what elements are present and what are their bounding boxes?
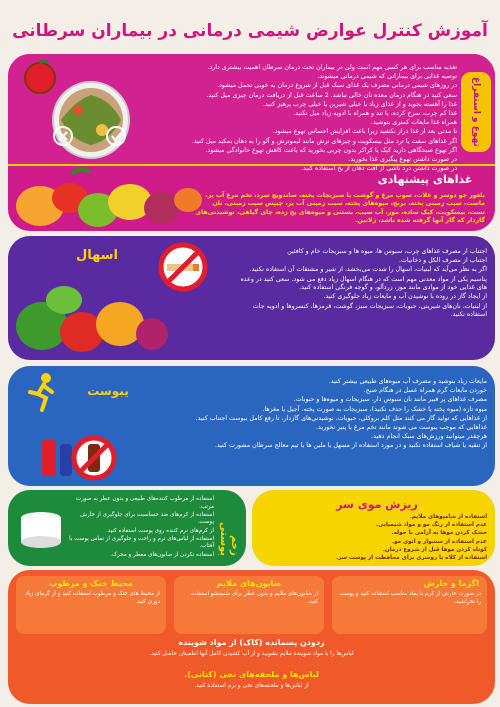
nausea-line: تا مدتی بعد از غذا دراز نکشید زیرا باعث افزایش احساس تهوع میشود. (272, 128, 457, 136)
nausea-line: در روزهای شیمی درمانی مصرف یک غذای سبک قبل از شروع درمان به خوبی تحمل میشود. (217, 82, 457, 90)
skin-line: استفاده از کرم‌های ضد حساسیت برای جلوگیری از خارش پوست. (80, 511, 214, 526)
hair-tab-label: ریزش موی سر (336, 497, 418, 511)
skin-line: استفاده نکردن از صابون‌های معطر و محرک. (110, 551, 214, 558)
diarrhea-line: اگر به نظر می‌آید که لبنیات، اسهال را شدت می‌بخشد، از شیر و مشتقات آن استفاده نکنید. (249, 266, 487, 274)
foods-tab-label: غذاهای پیشنهادی (377, 172, 473, 186)
nausea-line: توصیه غذایی برای بیمارانی که شیمی درمانی میشوند. (317, 73, 457, 81)
hair-line: استفاده از کلاه یا روسری برای محافظت از پوست سر. (336, 554, 487, 561)
nausea-panel (8, 54, 495, 231)
nausea-tab-label: تهوع و استفراغ (471, 77, 481, 147)
nausea-line: تغذیه مناسب برای هر کسی مهم است ولی در بیماران تحت درمان سرطان اهمیت بیشتری دارد. (207, 64, 457, 71)
diarrhea-tab-label: اسهال (76, 247, 118, 263)
constipation-line: خوردن مایعات گرم همراه عسل در هنگام صبح. (363, 387, 487, 395)
soap-box-text: از صابون‌های ملایم و بدون عطر برای شستشو استفاده کنید. (191, 591, 318, 605)
nausea-text (147, 64, 457, 174)
foods-text (195, 192, 485, 226)
clothes-text: از لباس‌ها و ملحفه‌های نخی و نرم استفاده کنید. (194, 683, 309, 689)
nausea-line: سعی کنید در هنگام درمان معده تان خالی نباشد. 2 ساعت قبل از دریافت درمان چیزی میل کنید. (206, 91, 457, 99)
nausea-line: اگر تهوع صبحگاهی دارید کیک یا کراکر بدون چربی بخورید که باعث کاهش تهوع خانوادگی میشود. (205, 146, 457, 154)
clothes-title: لباس‌ها و ملحفه‌های نخی (کتانی). (184, 670, 319, 679)
cream-jar-icon (16, 504, 66, 552)
soap-box (174, 576, 324, 634)
eczema-box-text: در صورت خارش از کرم یا پماد مناسب استفاده کنید و پوست را نخراشید. (339, 591, 481, 605)
diarrhea-line: پتاسیم یکی از مواد معدنی مهم است که در هنگام اسهال زیاد دفع می شود. سعی کنید در وعده های غذایی خود از موادی مانند موز، زردآلو، و گوجه فرنگی استفاده کنید. (240, 275, 487, 292)
diarrhea-line: از لبنیات، نان‌های شیرینی، حبوبات، سبزیجات سبز، گوشت، قرمزها، کنسروها و ادویه جات استفاده نکنید. (252, 302, 487, 319)
nausea-line: غذا کم چرب، سرخ کرده، یا تند و همراه با ادویه زیاد میل نکنید. (293, 109, 457, 117)
hair-line: خشک کردن موها به آرامی با حوله. (391, 530, 487, 537)
skin-line: از کرم‌های نرم کننده روی پوست استفاده کنید. (105, 527, 214, 534)
hair-line: عدم استفاده از سشوار و اتوی مو. (391, 538, 487, 545)
constipation-line: غذاهایی که موجب یبوست می شوند مانند تخم مرغ یا پنیر نخورید. (316, 423, 487, 431)
skin-panel (8, 490, 246, 566)
skin-care-panel (8, 570, 495, 704)
foods-line: بلغور جو دوسر و غلات، سوپ مرغ و گوشت یا سبزیجات پخته، ساندویچ سرد، تخم مرغ آب پز، ماست، سیب زمینی پخته، برنج، میوه‌های پخته، سیب زمینی آب پز، چیپس سیب زمینی، نان تست، بیسکویت، کیک ساده، موز، آب سیب، بستنی و میوه‌های یخ زده، چای گیاهی، نوشیدنی‌های گازدار که گاز آنها گرفته شده باشد، ژلاتین. (195, 192, 485, 225)
constipation-line: میوه تازه (میوه پخته یا خشک را حذف نکنید)، سبزیجات به صورت پخته، آجیل یا مغزها. (262, 405, 487, 413)
hair-tab (332, 494, 422, 514)
diarrhea-text (237, 248, 487, 320)
nausea-line: در صورت داشتن درد ناشی از آفت دهان از یخ استفاده کنید. (300, 165, 457, 173)
hair-panel (252, 490, 495, 566)
no-soda-icon (38, 434, 118, 482)
skin-line: استفاده از مرطوب کننده‌های طبیعی و بدون عطر به صورت مرتب. (75, 496, 214, 510)
hair-line: عدم استفاده از رنگ مو و مواد شیمیایی. (376, 522, 487, 529)
skin-text (64, 496, 214, 560)
constipation-line: مایعات زیاد بنوشید و مصرف آب میوه‌های طبیعی بیشتر کنید. (328, 378, 487, 385)
vegetables-illustration (12, 276, 172, 358)
soap-box-title: صابون‌های ملایم (216, 579, 282, 588)
constipation-text (151, 378, 487, 452)
constipation-tab-label: یبوست (87, 384, 129, 398)
fruits-illustration (12, 166, 202, 230)
nausea-line: اگر غذاهای سفت یا ترد مثل بیسکویت و چیزهای ترش مانند لیموترش و آلو را به دهان بمکید میل کنید. (191, 137, 457, 145)
page-title: آموزش کنترل عوارض شیمی درمانی در بیماران سرطانی (12, 21, 488, 41)
foods-tab (365, 168, 485, 190)
dry-box-text: از محیط های خنک و مرطوب استفاده کنید و از گرمای زیاد دوری کنید. (24, 591, 160, 605)
constipation-tab (68, 380, 148, 402)
diarrhea-tab (28, 244, 118, 266)
hair-line: استفاده از شامپوهای ملایم. (409, 514, 487, 520)
dry-box-title: محیط خنک و مرطوب (49, 579, 133, 588)
diarrhea-line: اجتناب از مصرف الکل و دخانیات. (399, 257, 487, 265)
nausea-line: همراه غذا مایعات کمتری بنوشید. (370, 119, 457, 127)
powder-title: زدودن پسمانده (کاک) از مواد شوینده (178, 638, 325, 647)
eczema-box (332, 576, 487, 634)
runner-icon (22, 372, 62, 412)
plate-illustration (16, 60, 146, 160)
nausea-line: در صورت داشتن تهوع پیگیری غذا نخورید. (348, 155, 457, 163)
dry-box (16, 576, 166, 634)
skin-line: استفاده از لباس‌های نرم و راحت و جلوگیری از تماس پوست با آفتاب. (69, 535, 214, 550)
nausea-tab (461, 72, 491, 152)
constipation-line: مصرف غذاهای پر فیبر مانند نان سبوس دار، سبزیجات و میوه‌ها و حبوبات. (293, 396, 487, 404)
skin-tab-label: زخم پوستی (218, 521, 240, 556)
constipation-line: از غذاهایی که تولید گاز می کنند مثل کلم بروکلی، حبوبات، نوشیدنی‌های گازدار، تا رفع کامل یبوست اجتناب کنید. (195, 414, 487, 422)
skin-tab (218, 500, 240, 556)
constipation-panel (8, 366, 495, 486)
diarrhea-line: اجتناب از مصرف غذاهای چرب، سبوس ها، میوه ها و سبزیجات خام و کافئین (287, 248, 487, 255)
hair-text (267, 514, 487, 563)
constipation-line: هرچقدر میتوانید ورزش‌های سبک انجام دهید. (371, 433, 487, 441)
powder-text: لباس‌ها را با مواد شوینده ملایم بشویید و از آب کشیدن کامل آنها اطمینان حاصل کنید. (149, 651, 354, 657)
eczema-box-title: اگزما و خارش (423, 579, 479, 588)
diarrhea-line: از ایجاد گاز در روده با نوشیدن آب و مایعات زیاد جلوگیری کنید. (323, 293, 487, 301)
hair-line: کوتاه کردن موها قبل از شروع درمان. (382, 546, 487, 553)
diarrhea-panel (8, 236, 495, 360)
constipation-line: از تنقیه یا شیاف استفاده نکنید و در مورد استفاده از مسهل یا ملین ها با تیم معالج سرطان مشورت کنید. (214, 442, 487, 450)
nausea-line: غذا را آهسته بجوید و از غذای زیاد یا خیلی شیرین یا خیلی چرب پرهیز کنید. (263, 100, 457, 108)
